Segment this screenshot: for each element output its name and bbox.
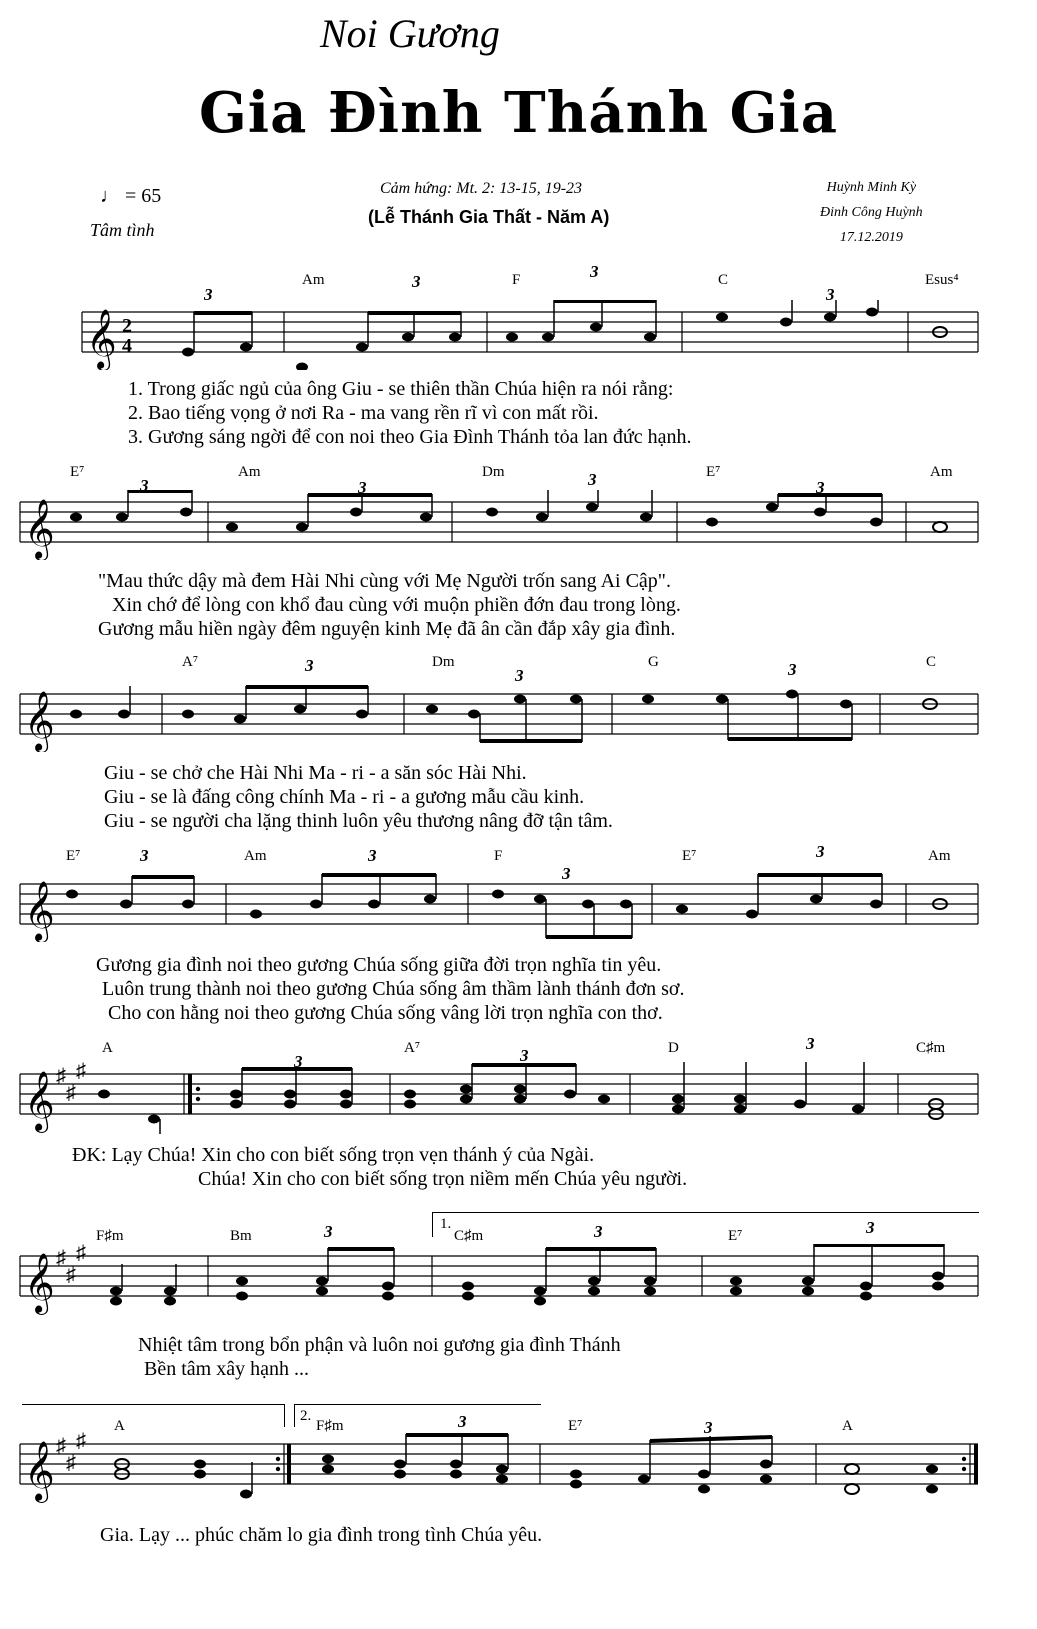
chord-label: C♯m <box>454 1228 484 1244</box>
lyric-line: Giu - se chở che Hài Nhi Ma - ri - a săn sóc Hài Nhi. <box>104 762 527 784</box>
chord-label: A⁷ <box>182 654 199 670</box>
volta-bracket-1 <box>432 1212 979 1237</box>
chord-label: C <box>718 272 729 288</box>
svg-text:𝄞: 𝄞 <box>24 1441 55 1501</box>
author-1: Huỳnh Minh Kỳ <box>826 180 917 195</box>
triplet-mark: 3 <box>866 1218 875 1237</box>
svg-text:𝄞: 𝄞 <box>24 691 55 751</box>
svg-text:𝄞: 𝄞 <box>24 881 55 941</box>
chord-label: Dm <box>482 464 505 480</box>
music-staff <box>0 490 1037 560</box>
triplet-mark: 3 <box>515 666 524 685</box>
volta-number: 1. <box>440 1216 452 1232</box>
chord-label: A <box>114 1418 125 1434</box>
lyric-line: Luôn trung thành noi theo gương Chúa sống âm thầm lành thánh đơn sơ. <box>102 978 685 1000</box>
chord-label: A <box>102 1040 113 1056</box>
triplet-mark: 3 <box>826 285 835 304</box>
svg-text:♯: ♯ <box>56 1065 66 1087</box>
chord-label: Bm <box>230 1228 252 1244</box>
lyric-line: Bền tâm xây hạnh ... <box>144 1358 309 1380</box>
volta-number: 2. <box>300 1408 312 1424</box>
chord-label: G <box>648 654 659 670</box>
svg-text:♯: ♯ <box>76 1062 86 1082</box>
triplet-mark: 3 <box>368 846 377 865</box>
lyric-line: 2. Bao tiếng vọng ở nơi Ra - ma vang rền rĩ vì con mất rồi. <box>128 402 599 424</box>
chord-label: E⁷ <box>728 1228 743 1244</box>
lyric-line: Gương mẫu hiền ngày đêm nguyện kinh Mẹ đã ân cần đắp xây gia đình. <box>98 618 676 640</box>
chord-label: A⁷ <box>404 1040 421 1056</box>
lyric-line: Xin chớ để lòng con khổ đau cùng với muộn phiền đớn đau trong lòng. <box>112 594 681 616</box>
music-staff <box>0 1432 1037 1512</box>
triplet-mark: 3 <box>594 1222 603 1241</box>
time-sig-top: 2 <box>122 315 132 337</box>
song-subtitle: Noi Gương <box>320 11 500 56</box>
triplet-mark: 3 <box>358 478 367 497</box>
lyric-line: 3. Gương sáng ngời để con noi theo Gia Đình Thánh tỏa lan đức hạnh. <box>128 426 692 448</box>
triplet-mark: 3 <box>324 1222 333 1241</box>
author-block <box>820 175 923 250</box>
chord-label: E⁷ <box>66 848 81 864</box>
occasion-text: (Lễ Thánh Gia Thất - Năm A) <box>368 207 610 227</box>
triplet-mark: 3 <box>816 842 825 861</box>
triplet-mark: 3 <box>788 660 797 679</box>
triplet-mark: 3 <box>412 272 421 291</box>
svg-text:♯: ♯ <box>66 1452 76 1474</box>
author-2: Đinh Công Huỳnh <box>820 205 923 220</box>
chord-label: D <box>668 1040 679 1056</box>
chord-label: C♯m <box>916 1040 946 1056</box>
svg-text:♯: ♯ <box>66 1264 76 1286</box>
triplet-mark: 3 <box>816 478 825 497</box>
chord-label: F♯m <box>96 1228 124 1244</box>
chord-label: F <box>512 272 521 288</box>
song-title: Gia Đình Thánh Gia <box>198 80 838 146</box>
music-staff <box>0 872 1037 942</box>
triplet-mark: 3 <box>294 1052 303 1071</box>
svg-text:♯: ♯ <box>66 1082 76 1104</box>
triplet-mark: 3 <box>806 1034 815 1053</box>
inspiration-text: Cảm hứng: Mt. 2: 13-15, 19-23 <box>380 180 583 197</box>
volta-bracket-1-end <box>22 1404 285 1427</box>
chord-label: A <box>842 1418 853 1434</box>
chord-label: F♯m <box>316 1418 344 1434</box>
chord-label: E⁷ <box>706 464 721 480</box>
triplet-mark: 3 <box>458 1412 467 1431</box>
lyric-line: "Mau thức dậy mà đem Hài Nhi cùng với Mẹ Người trốn sang Ai Cập". <box>98 570 671 592</box>
chord-label: Esus⁴ <box>925 272 959 288</box>
triplet-mark: 3 <box>704 1418 713 1437</box>
triplet-mark: 3 <box>305 656 314 675</box>
date-text: 17.12.2019 <box>839 230 903 245</box>
triplet-mark: 3 <box>140 476 149 495</box>
style-mark: Tâm tình <box>90 220 155 240</box>
chord-label: Am <box>238 464 261 480</box>
chord-label: C <box>926 654 937 670</box>
lyric-line: Cho con hằng noi theo gương Chúa sống vâng lời trọn nghĩa con thơ. <box>108 1002 663 1024</box>
svg-text:𝄞: 𝄞 <box>24 499 55 559</box>
svg-text:𝄞: 𝄞 <box>86 309 117 369</box>
chord-label: Dm <box>432 654 455 670</box>
chord-label: Am <box>930 464 953 480</box>
chord-label: Am <box>244 848 267 864</box>
triplet-mark: 3 <box>590 262 599 281</box>
svg-text:𝄞: 𝄞 <box>24 1071 55 1131</box>
triplet-mark: 3 <box>562 864 571 883</box>
lyric-line: ĐK: Lạy Chúa! Xin cho con biết sống trọn vẹn thánh ý của Ngài. <box>72 1144 595 1166</box>
triplet-mark: 3 <box>588 470 597 489</box>
music-staff <box>0 682 1037 752</box>
triplet-mark: 3 <box>204 285 213 304</box>
chord-label: E⁷ <box>568 1418 583 1434</box>
svg-text:♯: ♯ <box>56 1247 66 1269</box>
triplet-mark: 3 <box>520 1046 529 1065</box>
music-staff <box>0 300 1037 370</box>
time-sig-bottom: 4 <box>122 335 132 357</box>
svg-text:♯: ♯ <box>76 1432 86 1452</box>
lyric-line: Giu - se là đấng công chính Ma - ri - a gương mẫu cầu kinh. <box>104 786 585 808</box>
chord-label: E⁷ <box>70 464 85 480</box>
svg-text:♯: ♯ <box>56 1435 66 1457</box>
lyric-line: Nhiệt tâm trong bổn phận và luôn noi gương gia đình Thánh <box>138 1334 621 1356</box>
chord-label: F <box>494 848 503 864</box>
svg-text:♯: ♯ <box>76 1244 86 1264</box>
music-staff <box>0 1062 1037 1142</box>
lyric-line: Gương gia đình noi theo gương Chúa sống giữa đời trọn nghĩa tin yêu. <box>96 954 662 976</box>
tempo-mark: ♩ = 65 <box>100 185 162 207</box>
lyric-line: Chúa! Xin cho con biết sống trọn niềm mến Chúa yêu người. <box>198 1168 688 1190</box>
svg-text:𝄞: 𝄞 <box>24 1253 55 1313</box>
chord-label: Am <box>302 272 325 288</box>
lyric-line: Gia. Lạy ... phúc chăm lo gia đình trong tình Chúa yêu. <box>100 1524 543 1546</box>
chord-label: E⁷ <box>682 848 697 864</box>
lyric-line: 1. Trong giấc ngủ của ông Giu - se thiên thần Chúa hiện ra nói rằng: <box>128 378 674 400</box>
music-staff <box>0 1244 1037 1324</box>
lyric-line: Giu - se người cha lặng thinh luôn yêu thương nâng đỡ tận tâm. <box>104 810 613 832</box>
chord-label: Am <box>928 848 951 864</box>
triplet-mark: 3 <box>140 846 149 865</box>
